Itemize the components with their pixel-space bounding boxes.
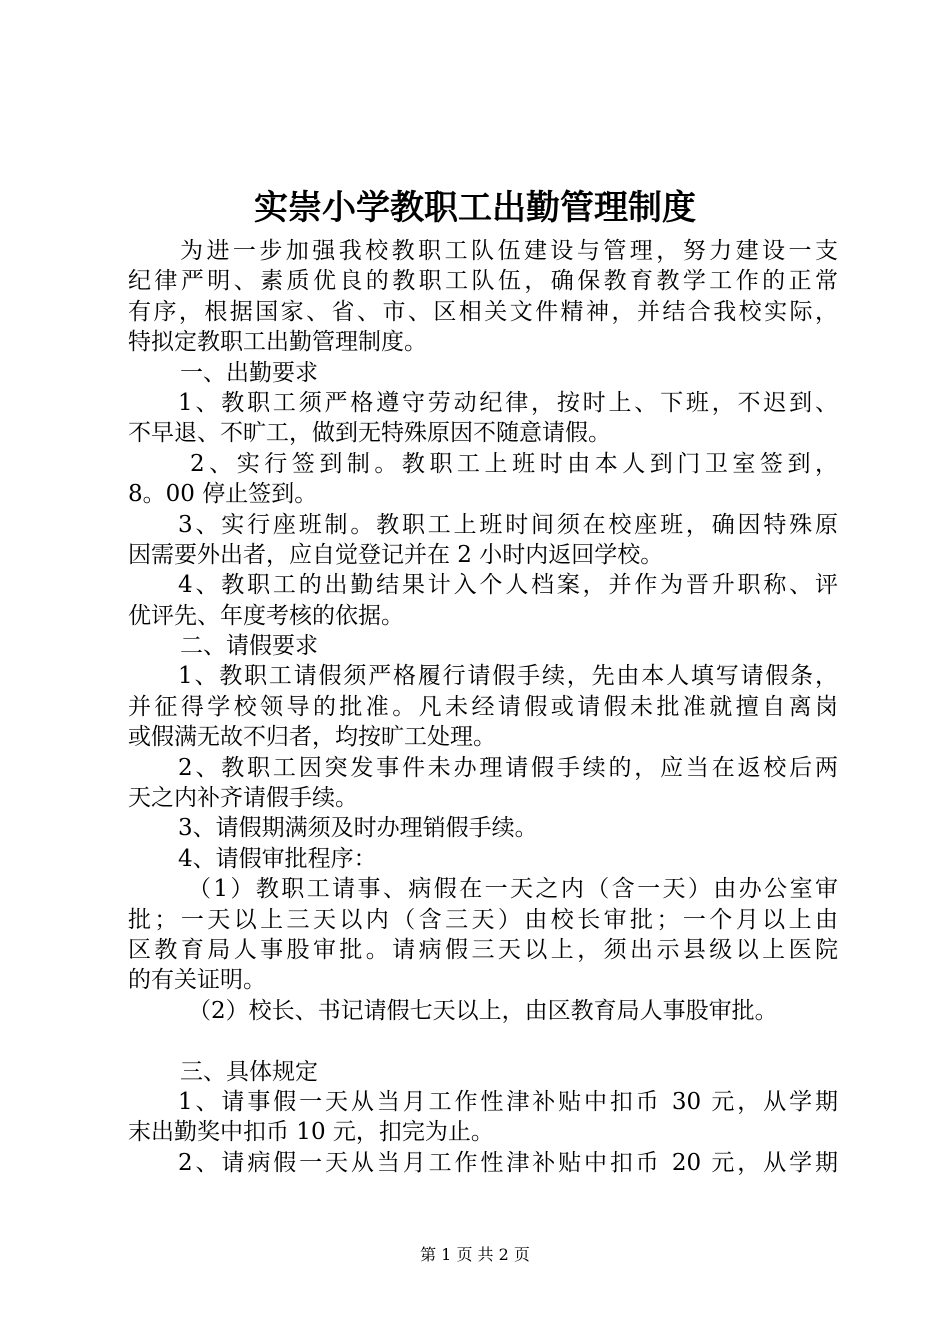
paragraph-line: 3、实行座班制。教职工上班时间须在校座班，确因特殊原 [178, 511, 838, 538]
paragraph-line: 的有关证明。 [128, 967, 266, 994]
paragraph-line: 1、请事假一天从当月工作性津补贴中扣币 30 元，从学期 [178, 1088, 838, 1115]
section-heading: 三、具体规定 [180, 1058, 318, 1085]
paragraph-line: 特拟定教职工出勤管理制度。 [128, 329, 427, 356]
document-title: 实崇小学教职工出勤管理制度 [254, 188, 696, 228]
paragraph-line: 1、教职工须严格遵守劳动纪律，按时上、下班，不迟到、 [178, 389, 838, 416]
section-heading: 二、请假要求 [180, 633, 318, 660]
paragraph-line: 天之内补齐请假手续。 [128, 785, 358, 812]
paragraph-line: 4、请假审批程序： [178, 845, 377, 872]
paragraph-line: 并征得学校领导的批准。凡未经请假或请假未批准就擅自离岗 [128, 693, 838, 720]
paragraph-line: 有序，根据国家、省、市、区相关文件精神，并结合我校实际， [128, 298, 838, 325]
paragraph-line: 优评先、年度考核的依据。 [128, 602, 404, 629]
paragraph-line: 纪律严明、素质优良的教职工队伍，确保教育教学工作的正常 [128, 268, 838, 295]
paragraph-line: 4、教职工的出勤结果计入个人档案，并作为晋升职称、评 [178, 572, 838, 599]
paragraph-line: 3、请假期满须及时办理销假手续。 [178, 815, 538, 842]
paragraph-line: 批；一天以上三天以内（含三天）由校长审批；一个月以上由 [128, 906, 838, 933]
paragraph-line: 2、教职工因突发事件未办理请假手续的，应当在返校后两 [178, 754, 838, 781]
paragraph-line: 2、请病假一天从当月工作性津补贴中扣币 20 元，从学期 [178, 1149, 838, 1176]
blank-line [128, 1026, 838, 1056]
paragraph-line: 为进一步加强我校教职工队伍建设与管理，努力建设一支 [180, 238, 838, 264]
paragraph-line: 或假满无故不归者，均按旷工处理。 [128, 724, 496, 751]
paragraph-line: 1、教职工请假须严格履行请假手续，先由本人填写请假条， [178, 663, 838, 690]
paragraph-line: 2、实行签到制。教职工上班时由本人到门卫室签到， [190, 450, 838, 477]
section-heading: 一、出勤要求 [180, 359, 318, 386]
paragraph-line: （2）校长、书记请假七天以上，由区教育局人事股审批。 [188, 997, 778, 1024]
paragraph-line: 末出勤奖中扣币 10 元，扣完为止。 [128, 1119, 494, 1146]
paragraph-line: 区教育局人事股审批。请病假三天以上，须出示县级以上医院 [128, 936, 838, 963]
page-footer: 第 1 页 共 2 页 [420, 1245, 530, 1264]
document-body [128, 236, 838, 1178]
paragraph-line: 不早退、不旷工，做到无特殊原因不随意请假。 [128, 420, 611, 447]
paragraph-line: 因需要外出者，应自觉登记并在 2 小时内返回学校。 [128, 541, 664, 568]
paragraph-line: 8。00 停止签到。 [128, 481, 318, 508]
paragraph-line: （1）教职工请事、病假在一天之内（含一天）由办公室审 [188, 876, 838, 903]
